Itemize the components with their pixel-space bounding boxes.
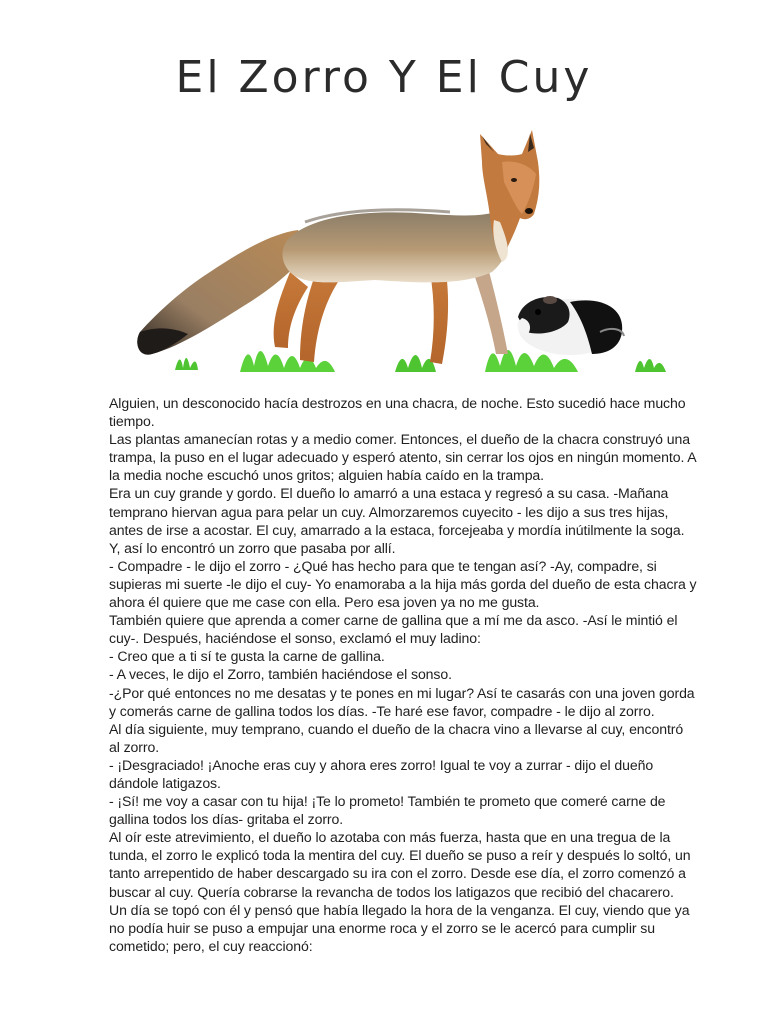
story-paragraph: -¿Por qué entonces no me desatas y te pones en mi lugar? Así te casarás con una joven gorda y comerás carne de gallina todos los días. -Te haré ese favor, compadre - le dijo al zorro.: [109, 684, 695, 719]
story-paragraph: Las plantas amanecían rotas y a medio comer. Entonces, el dueño de la chacra construyó una trampa, la puso en el lugar adecuado y esperó atento, sin cerrar los ojos en ningún momento. A la media noche escuchó unos gritos; alguien había caído en la trampa.: [109, 431, 696, 484]
story-paragraph: - Compadre - le dijo el zorro - ¿Qué has hecho para que te tengan así? -Ay, compadre, si supieras mi suerte -le dijo el cuy- Yo enamoraba a la hija más gorda del dueño de esta chacra y ahora él quiere que me case con ella. Pero esa joven ya no me gusta.: [109, 557, 697, 611]
story-paragraph: Era un cuy grande y gordo. El dueño lo amarró a una estaca y regresó a su casa. -Mañana temprano hiervan agua para pelar un cuy. Almorzaremos cuyecito - les dijo a sus tres hijas, antes de irse a acostar. El cuy, amarrado a la estaca, forcejeaba y mordía inútilmente la soga. Y, así lo encontró un zorro que pasaba por allí.: [109, 485, 685, 556]
fox-and-guinea-pig-illustration: [130, 122, 675, 377]
guinea-pig: [517, 296, 624, 355]
story-paragraph: Al día siguiente, muy temprano, cuando el dueño de la chacra vino a llevarse al cuy, encontró al zorro.: [109, 720, 684, 755]
story-paragraph: Un día se topó con él y pensó que había llegado la hora de la venganza. El cuy, viendo que ya no podía huir se puso a empujar una enorme roca y el zorro se le acercó para cumplir su cometido; pero, el cuy reaccionó:: [109, 901, 690, 954]
story-paragraph: - Creo que a ti sí te gusta la carne de gallina.: [109, 648, 385, 665]
story-paragraph: Alguien, un desconocido hacía destrozos en una chacra, de noche. Esto sucedió hace mucho tiempo.: [109, 395, 686, 430]
story-paragraph: También quiere que aprenda a comer carne de gallina que a mí me da asco. -Así le mintió el cuy-. Después, haciéndose el sonso, exclamó el muy ladino:: [109, 612, 678, 647]
fox-body: [283, 210, 510, 282]
story-text: [109, 394, 697, 955]
story-paragraph: - A veces, le dijo el Zorro, también haciéndose el sonso.: [109, 666, 452, 683]
page-title: El Zorro Y El Cuy: [175, 52, 593, 103]
story-paragraph: - ¡Sí! me voy a casar con tu hija! ¡Te lo prometo! También te prometo que comeré carne de gallina todos los días- gritaba el zorro.: [109, 793, 666, 828]
story-paragraph: - ¡Desgraciado! ¡Anoche eras cuy y ahora eres zorro! Igual te voy a zurrar - dijo el dueño dándole latigazos.: [109, 756, 654, 791]
story-paragraph: Al oír este atrevimiento, el dueño lo azotaba con más fuerza, hasta que en una tregua de la tunda, el zorro le explicó toda la mentira del cuy. El dueño se puso a reír y después lo soltó, un tanto arrepentido de haber descargado su ira con el zorro. Desde ese día, el zorro comenzó a buscar al cuy. Quería cobrarse la revancha de todos los latigazos que recibió del chacarero.: [109, 829, 691, 900]
